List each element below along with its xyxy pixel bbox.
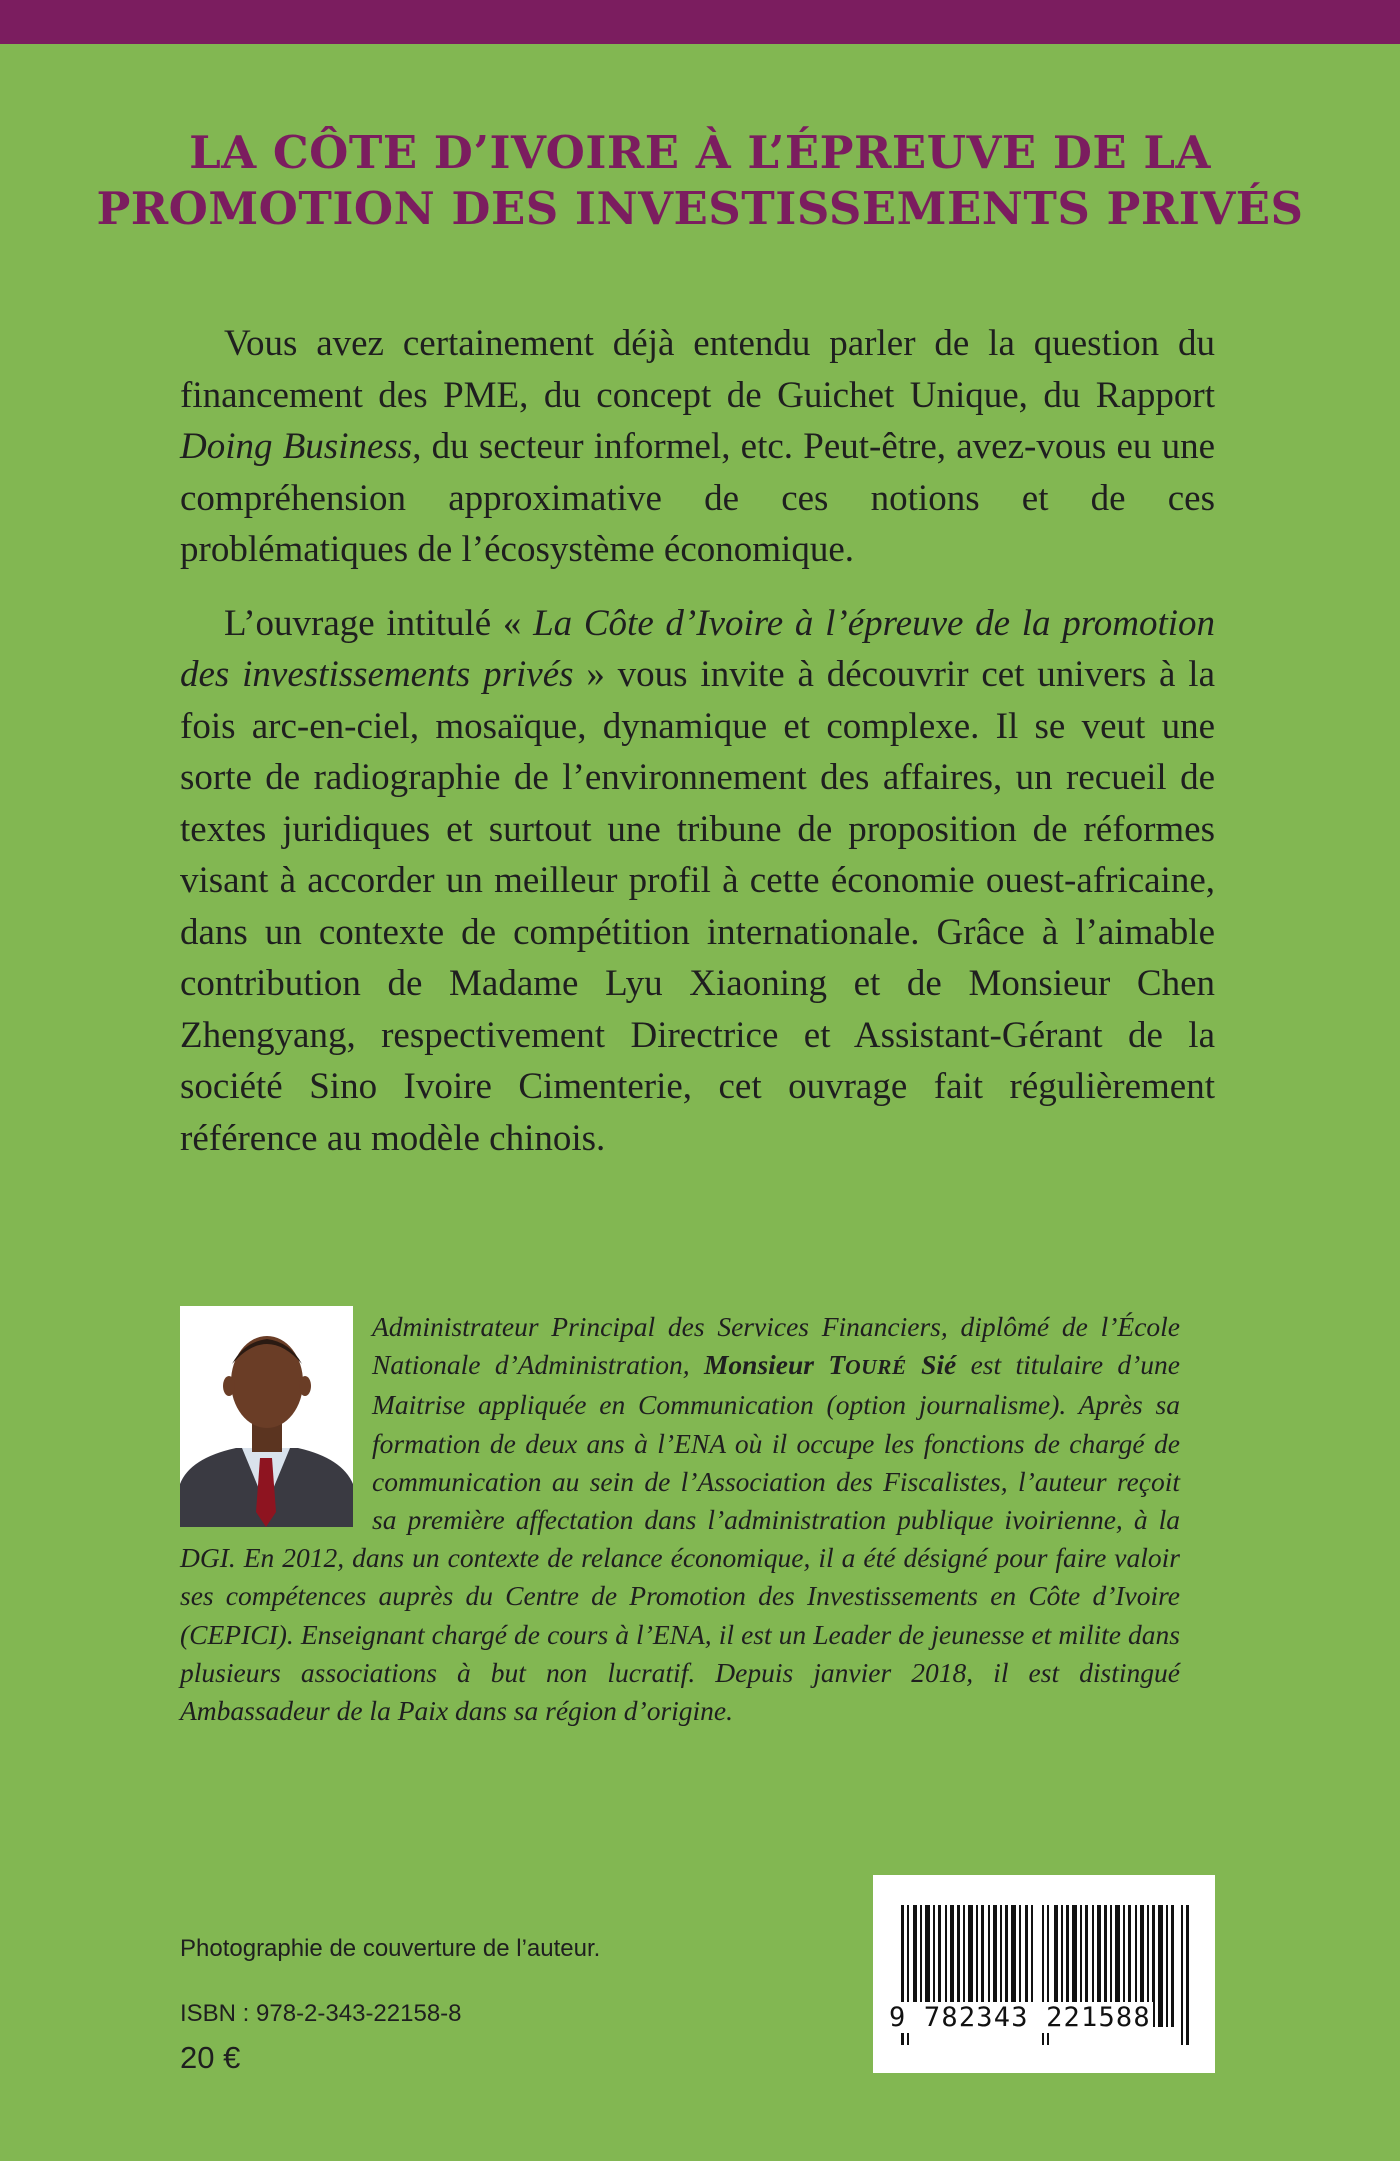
author-name: Monsieur TOURÉ Sié bbox=[703, 1349, 957, 1381]
title-line-2: PROMOTION DES INVESTISSEMENTS PRIVÉS bbox=[96, 182, 1304, 235]
book-title bbox=[60, 125, 1340, 237]
isbn-barcode bbox=[873, 1875, 1215, 2073]
barcode-digits: 9 782343 221588 bbox=[889, 2002, 1151, 2033]
author-biography: Administrateur Principal des Services Financiers, diplômé de l’École Nationale d’Administration, Monsieur TOURÉ Sié est titulaire d’une Maitrise appliquée en Communication (option journalisme). Après sa formation de deux ans à l’ENA où il occupe les fonctions de chargé de communication au sein de l’Association des Fiscalistes, l’auteur reçoit sa première affectation dans l’administration publique ivoirienne, à la DGI. En 2012, dans un contexte de relance économique, il a été désigné pour faire valoir ses compétences auprès du Centre de Promotion des Investissements en Côte d’Ivoire (CEPICI). Enseignant chargé de cours à l’ENA, il est un Leader de jeunesse et milite dans plusieurs associations à but non lucratif. Depuis janvier 2018, il est distingué Ambassadeur de la Paix dans sa région d’origine. bbox=[180, 1311, 1181, 1727]
back-cover-blurb bbox=[180, 318, 1215, 1186]
blurb-paragraph-1: Vous avez certainement déjà entendu parler de la question du financement des PME, du concept de Guichet Unique, du Rapport Doing Business, du secteur informel, etc. Peut-être, avez-vous eu une compréhension approximative de ces notions et de ces problématiques de l’écosystème économique. bbox=[180, 323, 1215, 570]
doing-business-title: Doing Business bbox=[180, 426, 413, 467]
blurb-paragraph-2: L’ouvrage intitulé « La Côte d’Ivoire à l’épreuve de la promotion des investissements privés » vous invite à découvrir cet univers à la fois arc-en-ciel, mosaïque, dynamique et complexe. Il se veut une sorte de radiographie de l’environnement des affaires, un recueil de textes juridiques et surtout une tribune de proposition de réformes visant à accorder un meilleur profil à cette économie ouest-africaine, dans un contexte de compétition internationale. Grâce à l’aimable contribution de Madame Lyu Xiaoning et de Monsieur Chen Zhengyang, respectivement Directrice et Assistant-Gérant de la société Sino Ivoire Cimenterie, cet ouvrage fait régulièrement référence au modèle chinois. bbox=[180, 602, 1216, 1159]
title-line-1: LA CÔTE D’IVOIRE À L’ÉPREUVE DE LA bbox=[189, 126, 1211, 179]
isbn: ISBN : 978-2-343-22158-8 bbox=[180, 2000, 462, 2027]
top-color-band bbox=[0, 0, 1400, 44]
price: 20 € bbox=[180, 2040, 241, 2075]
book-title-citation: La Côte d’Ivoire à l’épreuve de la promotion des investissements privés bbox=[180, 602, 1216, 695]
photo-credit: Photographie de couverture de l’auteur. bbox=[180, 1935, 601, 1962]
